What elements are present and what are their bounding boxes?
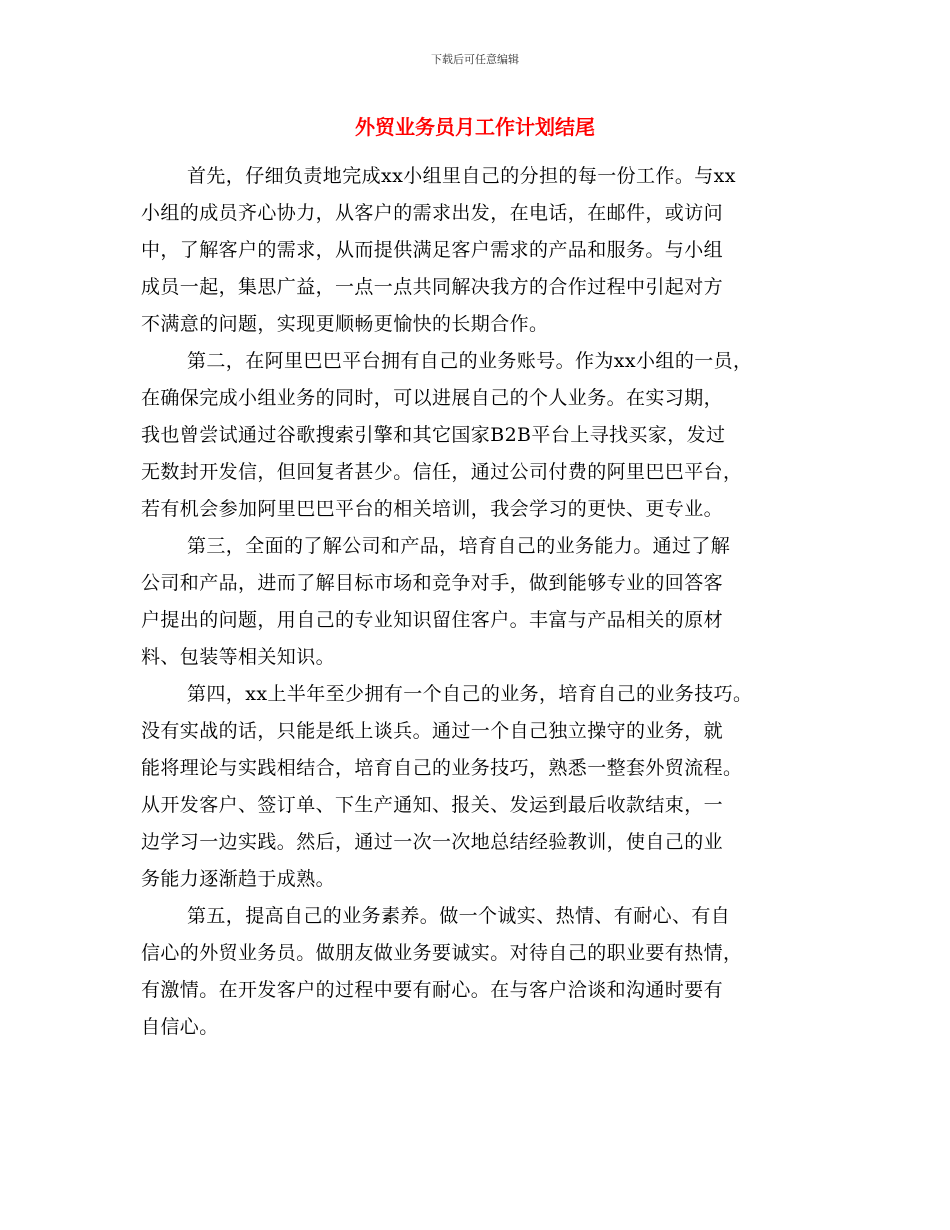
paragraph-line: 第四，xx上半年至少拥有一个自己的业务，培育自己的业务技巧。	[187, 683, 753, 705]
paragraph-line: 户提出的问题，用自己的专业知识留住客户。丰富与产品相关的原材	[141, 609, 724, 631]
paragraph-line: 中，了解客户的需求，从而提供满足客户需求的产品和服务。与小组	[141, 239, 724, 261]
paragraph-line: 自信心。	[141, 1016, 219, 1038]
paragraph-line: 不满意的问题，实现更顺畅更愉快的长期合作。	[141, 313, 549, 335]
paragraph-line: 成员一起，集思广益，一点一点共同解决我方的合作过程中引起对方	[141, 276, 724, 298]
paragraph-3	[141, 528, 821, 676]
paragraph-1	[141, 158, 821, 343]
paragraph-4	[141, 676, 821, 898]
paragraph-line: 若有机会参加阿里巴巴平台的相关培训，我会学习的更快、更专业。	[141, 498, 724, 520]
paragraph-line: 务能力逐渐趋于成熟。	[141, 868, 336, 890]
paragraph-line: 无数封开发信，但回复者甚少。信任，通过公司付费的阿里巴巴平台，	[141, 461, 743, 483]
paragraph-line: 小组的成员齐心协力，从客户的需求出发，在电话，在邮件，或访问	[141, 202, 724, 224]
paragraph-5	[141, 898, 821, 1046]
paragraph-line: 第二，在阿里巴巴平台拥有自己的业务账号。作为xx小组的一员，	[187, 350, 753, 372]
paragraph-line: 第五，提高自己的业务素养。做一个诚实、热情、有耐心、有自	[187, 905, 731, 927]
paragraph-line: 有激情。在开发客户的过程中要有耐心。在与客户洽谈和沟通时要有	[141, 979, 724, 1001]
paragraph-line: 我也曾尝试通过谷歌搜索引擎和其它国家B2B平台上寻找买家，发过	[141, 424, 726, 446]
paragraph-line: 公司和产品，进而了解目标市场和竞争对手，做到能够专业的回答客	[141, 572, 724, 594]
paragraph-line: 信心的外贸业务员。做朋友做业务要诚实。对待自己的职业要有热情，	[141, 942, 743, 964]
paragraph-line: 首先，仔细负责地完成xx小组里自己的分担的每一份工作。与xx	[187, 165, 736, 187]
document-title: 外贸业务员月工作计划结尾	[355, 115, 595, 139]
paragraph-line: 边学习一边实践。然后，通过一次一次地总结经验教训，使自己的业	[141, 831, 724, 853]
paragraph-line: 能将理论与实践相结合，培育自己的业务技巧，熟悉一整套外贸流程。	[141, 757, 743, 779]
paragraph-line: 从开发客户、签订单、下生产通知、报关、发运到最后收款结束，一	[141, 794, 724, 816]
header-note: 下载后可任意编辑	[431, 53, 519, 66]
paragraph-line: 在确保完成小组业务的同时，可以进展自己的个人业务。在实习期，	[141, 387, 724, 409]
paragraph-line: 料、包装等相关知识。	[141, 646, 336, 668]
paragraph-line: 第三，全面的了解公司和产品，培育自己的业务能力。通过了解	[187, 535, 731, 557]
paragraph-line: 没有实战的话，只能是纸上谈兵。通过一个自己独立操守的业务，就	[141, 720, 724, 742]
document-body	[141, 158, 821, 1046]
paragraph-2	[141, 343, 821, 528]
